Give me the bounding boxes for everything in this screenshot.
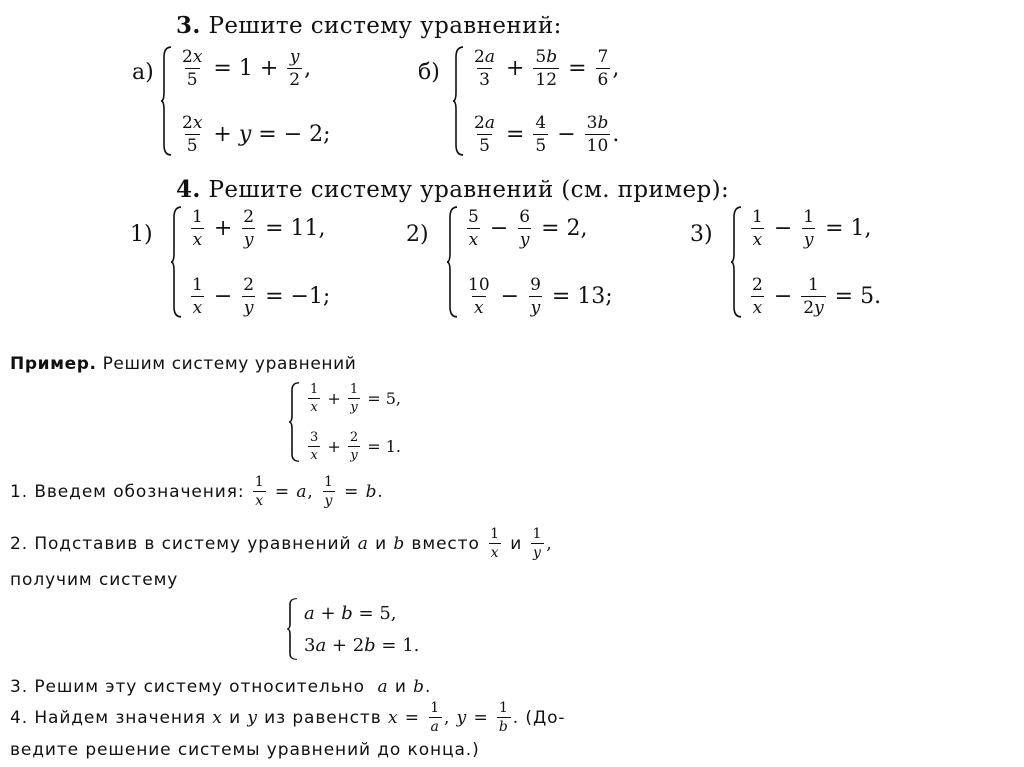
example-intro-text: Решим систему уравнений: [102, 354, 357, 374]
task4-title: Решите систему уравнений (см. пример):: [208, 177, 730, 203]
equation-row: $\frac{5}{x}$ − $\frac{6}{y}$ = 2,: [468, 206, 588, 250]
task4-label-3: 3): [690, 222, 713, 247]
equation-row: $\frac{1}{x}$ − $\frac{2}{y}$ = −1;: [192, 274, 331, 318]
step-3-text: 3. Решим эту систему относительно: [10, 677, 365, 697]
equation-row: $\frac{1}{x}$ + $\frac{1}{y}$ = 5,: [310, 381, 401, 415]
step-4-note: (До-: [525, 707, 566, 728]
task3-label-b: б): [418, 60, 440, 85]
task4-label-1: 1): [130, 222, 153, 247]
example-heading: Пример.: [10, 354, 97, 374]
equation-row: $\frac{1}{x}$ − $\frac{1}{y}$ = 1,: [752, 206, 872, 250]
brace-icon: [160, 46, 172, 156]
equation-row: 3 a + 2 b = 1.: [304, 634, 420, 656]
step-2-text: 2. Подставив в систему уравнений: [10, 533, 352, 554]
step-4-from: из равенств: [264, 707, 382, 728]
task4-3-system: [730, 206, 881, 318]
task4-2-system: [446, 206, 613, 318]
task4-label-2: 2): [406, 222, 429, 247]
equation-row: $\frac{3}{x}$ + $\frac{2}{y}$ = 1.: [310, 429, 401, 463]
brace-icon: [286, 598, 298, 660]
example-intro: [10, 354, 356, 374]
step-3: 3. Решим эту систему относительно a и b.: [10, 677, 432, 697]
step-2-and: и: [375, 533, 388, 554]
step-2-instead: вместо: [411, 533, 480, 554]
task4-heading: [176, 176, 729, 203]
step-4: 4. Найдем значения x и y из равенств x = $\frac{1}{a}$ , y = $\frac{1}{b}$ . (До-: [10, 700, 566, 735]
equation-row: $\frac{2x}{5}$ + y = − 2;: [182, 112, 331, 156]
brace-icon: [730, 206, 742, 318]
brace-icon: [170, 206, 182, 318]
step-2-continuation: получим систему: [10, 570, 179, 590]
step-4-continuation: ведите решение системы уравнений до конца.): [10, 740, 480, 760]
step-4-text: 4. Найдем значения: [10, 707, 206, 728]
equation-row: $\frac{2}{x}$ − $\frac{1}{2y}$ = 5.: [752, 274, 882, 318]
brace-icon: [452, 46, 464, 156]
equation-row: $\frac{2a}{5}$ = $\frac{4}{5}$ − $\frac{3b}{10}$ .: [474, 112, 620, 156]
equation-row: $\frac{1}{x}$ + $\frac{2}{y}$ = 11,: [192, 206, 326, 250]
step-1-text: 1. Введем обозначения:: [10, 481, 245, 502]
task3-heading: [176, 12, 562, 39]
task3-label-a: а): [132, 60, 154, 85]
task4-number: 4.: [176, 176, 201, 203]
step-1: 1. Введем обозначения: $\frac{1}{x}$ = a , $\frac{1}{y}$ = b .: [10, 474, 384, 509]
step-2-and2: и: [510, 533, 523, 554]
task3a-system: [160, 46, 331, 156]
task4-1-system: [170, 206, 330, 318]
equation-row: $\frac{2x}{5}$ = 1 + $\frac{y}{2}$ ,: [182, 46, 312, 90]
equation-row: $\frac{10}{x}$ − $\frac{9}{y}$ = 13;: [468, 274, 613, 318]
brace-icon: [288, 382, 300, 462]
brace-icon: [446, 206, 458, 318]
equation-row: $\frac{2a}{3}$ + $\frac{5b}{12}$ = $\frac{7}{6}$ ,: [474, 46, 620, 90]
task3b-system: [452, 46, 619, 156]
step-2: 2. Подставив в систему уравнений a и b вместо $\frac{1}{x}$ и $\frac{1}{y}$ ,: [10, 526, 553, 561]
equation-row: a + b = 5,: [304, 602, 397, 624]
example-system: [288, 382, 401, 462]
task3-title: Решите систему уравнений:: [208, 13, 562, 39]
task3-number: 3.: [176, 12, 201, 39]
result-system: [286, 598, 419, 660]
